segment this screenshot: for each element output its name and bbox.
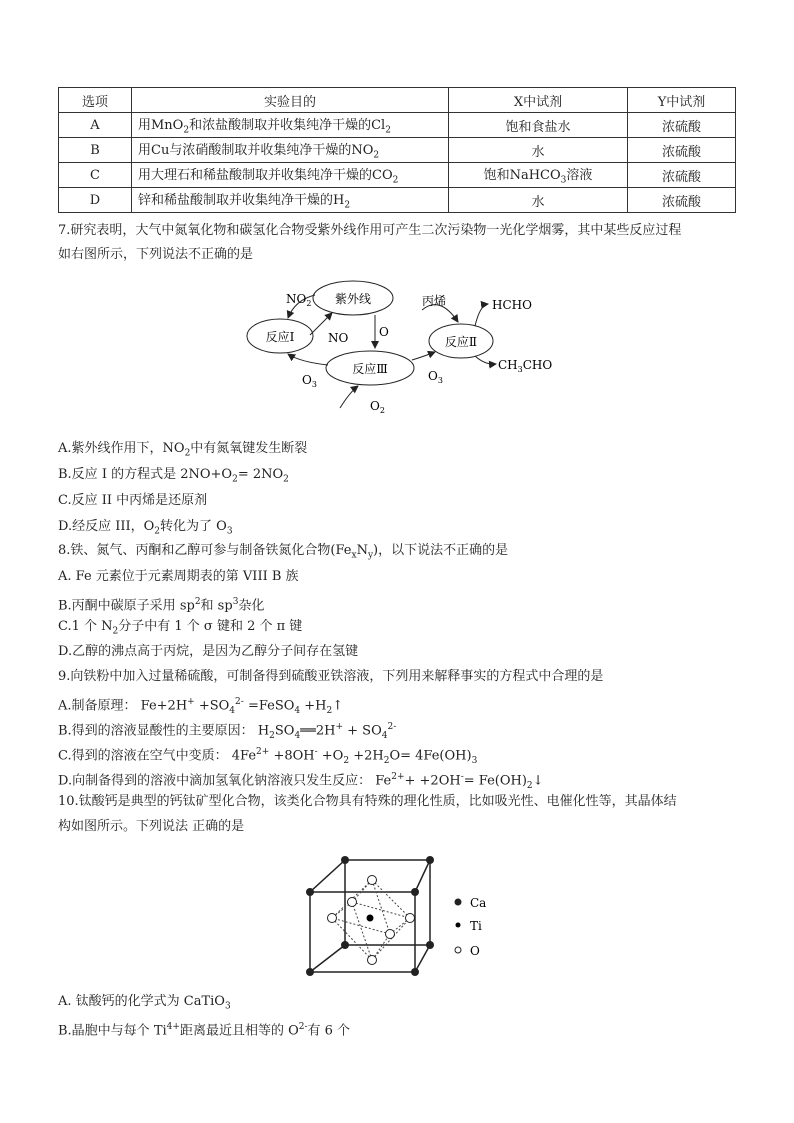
q8-option-d: D.乙醇的沸点高于丙烷，是因为乙醇分子间存在氢键 [58,644,359,659]
arrow-o2 [340,386,358,408]
header-option: 选项 [59,88,132,113]
arrow-o3-right [412,352,435,360]
cell-x: 饱和NaHCO$_3$溶液 [449,163,628,188]
table-row [59,138,736,163]
q7-stem-line1: 7.研究表明，大气中氮氧化物和碳氢化合物受紫外线作用可产生二次污染物一光化学烟雾，其中某些反应过程 [58,223,682,238]
cell-x: 水 [449,188,628,213]
q8-stem: 8.铁、氮气、丙酮和乙醇可参与制备铁氮化合物$(Fe_xN_y)$，以下说法不正确的是 [58,543,509,561]
reaction2-label: 反应Ⅱ [444,335,478,349]
legend-o-marker [455,947,461,953]
legend-ca-marker [455,899,462,906]
crystal-structure-diagram [300,852,500,982]
ti-atom [367,915,374,922]
legend-o-label: O [470,944,480,958]
cell-x: 饱和食盐水 [449,113,628,138]
q7-stem-line2: 如右图所示，下列说法不正确的是 [58,247,254,262]
q7-option-b: B.反应 I 的方程式是 $2NO+O_2= 2NO_2$ [58,467,289,485]
no-label: NO [328,331,349,345]
arrow-hcho [475,304,488,326]
table-row [59,163,736,188]
table-row [59,188,736,213]
arrow-ch3cho [475,356,496,364]
reaction3-label: 反应Ⅲ [352,362,388,376]
cell-y: 浓硫酸 [628,163,736,188]
q10-option-a: A. 钛酸钙的化学式为 CaTiO$_3$ [58,994,231,1012]
q10-option-b: B.晶胞中与每个 $Ti^{4+}$距离最近且相等的 $O^{2-}$有 6 个 [58,1022,351,1039]
header-x: X中试剂 [449,88,628,113]
table-row [59,113,736,138]
header-goal: 实验目的 [132,88,449,113]
cell-y: 浓硫酸 [628,188,736,213]
q9-option-c: C.得到的溶液在空气中变质： $4Fe^{2+} +8OH^- +O_2 +2H_2O= 4Fe(OH)_3$ [58,747,478,766]
o-label: O [379,325,389,339]
cell-option: A [59,113,132,138]
arrow-o3-left [288,354,328,365]
reaction1-label: 反应Ⅰ [265,330,295,344]
q9-option-a: A.制备原理： $Fe+2H^+ +SO_4^{2-}$ =FeSO$_4$ $+H_2↑$ [58,697,344,716]
table-header-row [59,88,736,113]
q7-option-a: A.紫外线作用下，$NO_2$中有氮氧键发生断裂 [58,441,308,459]
cell-y: 浓硫酸 [628,113,736,138]
cell-goal: 用Cu与浓硝酸制取并收集纯净干燥的$NO_2$ [132,138,449,163]
cell-goal: 用MnO$_2$和浓盐酸制取并收集纯净干燥的$Cl_2$ [132,113,449,138]
options-table [58,87,736,213]
cell-option: B [59,138,132,163]
q10-stem-line1: 10.钛酸钙是典型的钙钛矿型化合物，该类化合物具有特殊的理化性质，比如吸光性、电催化性等，其晶体结 [58,794,677,809]
cell-goal: 锌和稀盐酸制取并收集纯净干燥的$H_2$ [132,188,449,213]
q10-stem-line2: 构如图所示。下列说法 正确的是 [58,819,245,834]
propene-label: 丙烯 [422,294,447,308]
q9-option-d: D.向制备得到的溶液中滴加氢氧化钠溶液只发生反应： $Fe^{2+}+ +2OH^-=$ $Fe(OH)_2↓$ [58,772,544,791]
q8-option-b: B.丙酮中碳原子采用 $sp^2$和 $sp^3$杂化 [58,597,265,614]
no2-label: $NO_2$ [286,292,312,308]
q8-option-c: C.1 个 $N_2$分子中有 1 个 σ 键和 2 个 π 键 [58,619,303,637]
o3-right-label: $O_3$ [428,369,443,385]
legend-ti-marker [456,923,461,928]
ch3cho-label: $CH_3CHO$ [498,358,553,374]
q8-option-a: A. Fe 元素位于元素周期表的第 VIII B 族 [58,569,299,584]
q9-stem: 9.向铁粉中加入过量稀硫酸，可制备得到硫酸亚铁溶液，下列用来解释事实的方程式中合理的是 [58,669,604,684]
q9-option-b: B.得到的溶液显酸性的主要原因： $H_2SO_4══2H^+ + SO_4^{2-}$ [58,722,397,741]
hcho-label: HCHO [492,298,532,312]
q7-option-d: D.经反应 III，$O_2$转化为了 $O_3$ [58,519,233,537]
legend-ca-label: Ca [470,896,487,910]
cell-option: C [59,163,132,188]
cell-x: 水 [449,138,628,163]
o2-label: $O_2$ [370,399,385,415]
q7-option-c: C.反应 II 中丙烯是还原剂 [58,493,208,508]
legend-ti-label: Ti [470,919,482,933]
uv-label: 紫外线 [334,292,372,306]
cell-y: 浓硫酸 [628,138,736,163]
cell-goal: 用大理石和稀盐酸制取并收集纯净干燥的$CO_2$ [132,163,449,188]
reaction-diagram [240,280,560,420]
o3-left-label: $O_3$ [302,373,317,389]
header-y: Y中试剂 [628,88,736,113]
cell-option: D [59,188,132,213]
